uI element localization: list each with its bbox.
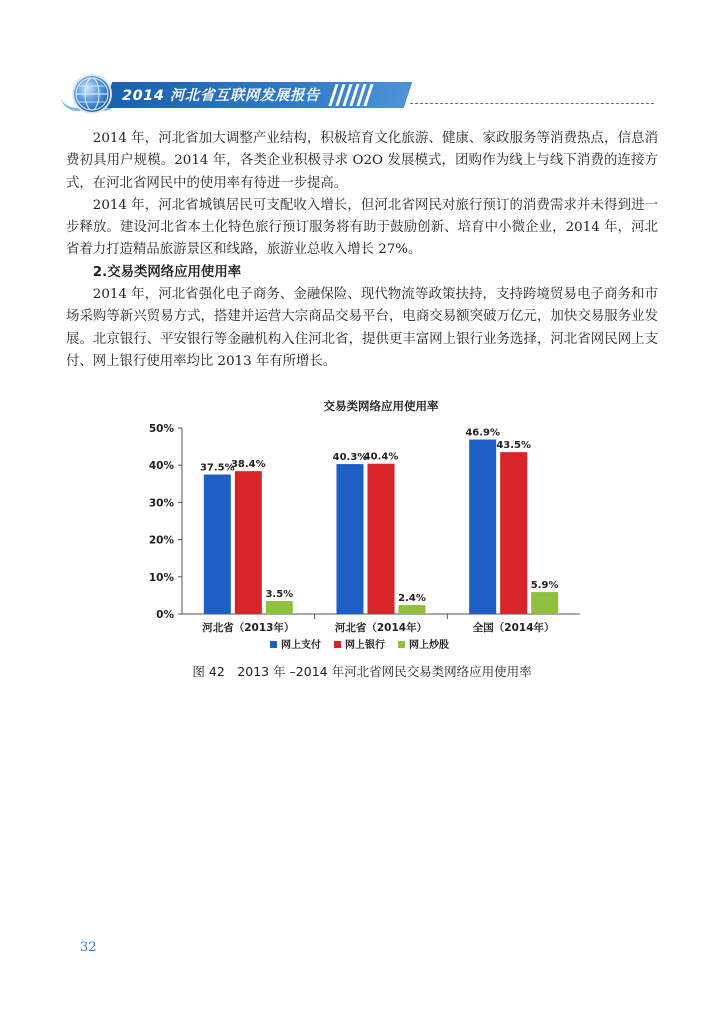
data-label: 46.9% [465, 427, 501, 439]
page-number: 32 [80, 940, 97, 955]
header-rule [410, 103, 654, 104]
category-label: 全国（2014年） [472, 622, 555, 634]
legend-swatch [398, 641, 405, 648]
paragraph: 2014 年，河北省加大调整产业结构，积极培育文化旅游、健康、家政服务等消费热点，信息消费初具用户规模。2014 年，各类企业积极寻求 O2O 发展模式，团购作为线上与线下消费的连接方式，在河北省网民中的使用率有待进一步提高。 [66, 131, 658, 191]
y-tick-label: 20% [148, 534, 174, 547]
bar [531, 592, 558, 614]
body-section-1 [66, 128, 658, 373]
y-tick-label: 0% [156, 609, 174, 621]
bar [204, 475, 231, 615]
bar [469, 440, 496, 614]
data-label: 43.5% [496, 440, 532, 452]
data-label: 2.4% [398, 593, 426, 605]
y-tick-label: 10% [148, 571, 174, 584]
figure-caption: 图 42 2013 年 –2014 年河北省网民交易类网络应用使用率 [192, 664, 532, 679]
legend-label: 网上炒股 [409, 640, 449, 651]
bar [266, 601, 293, 614]
legend-swatch [270, 641, 277, 648]
data-label: 40.3% [332, 452, 368, 464]
page-header [60, 72, 660, 116]
chart-title: 交易类网络应用使用率 [323, 399, 439, 413]
y-tick-label: 30% [148, 497, 174, 510]
bar [235, 471, 262, 614]
legend-label: 网上支付 [281, 640, 321, 651]
category-label: 河北省（2014年） [334, 622, 428, 634]
data-label: 5.9% [530, 580, 559, 592]
legend-label: 网上银行 [345, 640, 385, 651]
bar [500, 452, 527, 614]
paragraph: 2014 年，河北省城镇居民可支配收入增长，但河北省网民对旅行预订的消费需求并未得到进一步释放。建设河北省本土化特色旅行预订服务将有助于鼓励创新、培育中小微企业，2014 年，河北省着力打造精品旅游景区和线路，旅游业总收入增长 27%。 [66, 197, 658, 258]
globe-icon [74, 76, 110, 112]
report-title: 2014 河北省互联网发展报告 [122, 88, 320, 104]
bar [337, 464, 364, 614]
y-tick-label: 50% [148, 423, 174, 435]
paragraph: 2014 年，河北省强化电子商务、金融保险、现代物流等政策扶持，支持跨境贸易电子商务和市场采购等新兴贸易方式，搭建并运营大宗商品交易平台，电商交易额突破万亿元，加快交易服务业发展。北京银行、平安银行等金融机构入住河北省，提供更丰富网上银行业务选择，河北省网民网上支付、网上银行使用率均比 2013 年有所增长。 [66, 287, 658, 369]
bar [368, 464, 395, 614]
data-label: 40.4% [363, 451, 399, 463]
legend-swatch [334, 641, 341, 648]
stripes-decoration [332, 84, 412, 106]
data-label: 37.5% [199, 462, 235, 474]
category-label: 河北省（2013年） [202, 622, 295, 634]
subheading: 2.交易类网络应用使用率 [92, 264, 242, 280]
data-label: 3.5% [265, 588, 294, 600]
data-label: 38.4% [230, 459, 266, 471]
bar [399, 605, 426, 614]
y-tick-label: 40% [148, 460, 174, 473]
usage-rate-chart [140, 390, 590, 658]
